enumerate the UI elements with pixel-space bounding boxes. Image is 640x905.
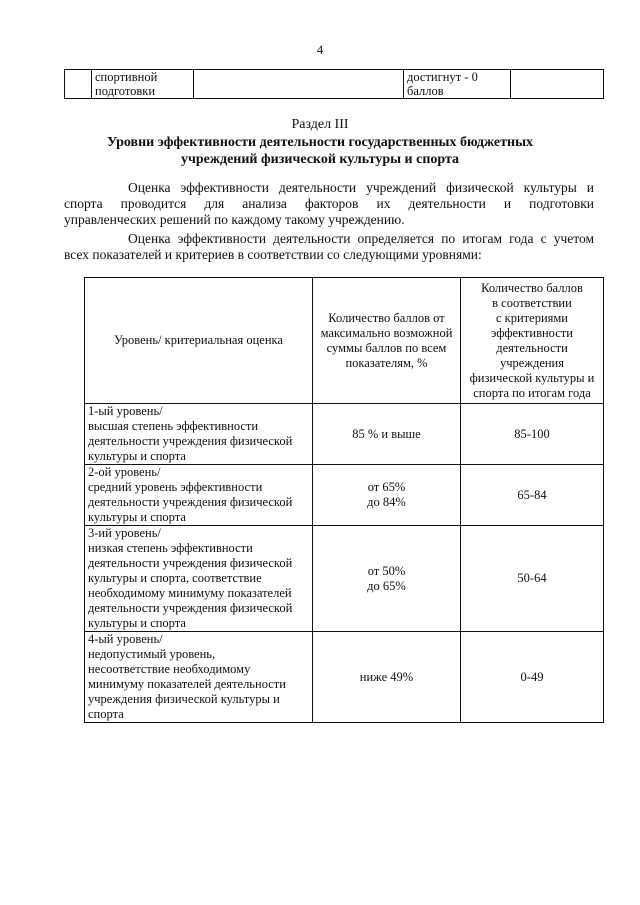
header-points <box>461 278 604 404</box>
points-cell: 0-49 <box>461 632 604 723</box>
level-text: деятельности учреждения физической <box>88 434 293 448</box>
level-text: культуры и спорта <box>88 449 186 463</box>
header-text: физической культуры и <box>469 370 595 385</box>
header-text: максимально возможной <box>320 325 453 340</box>
level-text: низкая степень эффективности <box>88 541 253 555</box>
percent-cell <box>313 632 461 723</box>
table-row <box>65 70 604 99</box>
paragraph-line: спорта проводится для анализа факторов их деятельности и подготовки <box>64 196 594 211</box>
level-text: 1-ый уровень/ <box>88 404 163 418</box>
level-cell <box>85 632 313 723</box>
level-text: несоответствие необходимому <box>88 662 251 676</box>
level-text: необходимому минимуму показателей <box>88 586 292 600</box>
percent-text: от 65% <box>367 480 406 494</box>
level-text: культуры и спорта <box>88 510 186 524</box>
paragraph-line: управленческих решений по каждому такому учреждению. <box>64 212 405 227</box>
header-text: спорта по итогам года <box>473 385 591 400</box>
table-row <box>85 526 604 632</box>
level-text: деятельности учреждения физической <box>88 495 293 509</box>
percent-text: до 65% <box>367 578 406 593</box>
level-text: культуры и спорта, соответствие <box>88 571 262 585</box>
level-text: недопустимый уровень, <box>88 647 216 661</box>
level-text: деятельности учреждения физической <box>88 601 293 615</box>
percent-text: ниже 49% <box>359 669 414 684</box>
percent-text: 85 % и выше <box>352 426 421 441</box>
header-text: учреждения <box>499 355 564 370</box>
fragment-text: достигнут - 0 <box>407 70 478 84</box>
percent-text: от 50% <box>367 563 406 578</box>
header-text: суммы баллов по всем <box>326 340 447 355</box>
percent-cell <box>313 465 461 526</box>
percent-cell <box>313 404 461 465</box>
level-text: 3-ий уровень/ <box>88 526 161 540</box>
level-cell <box>85 465 313 526</box>
table-cell <box>65 70 92 99</box>
level-text: деятельности учреждения физической <box>88 556 293 570</box>
table-cell <box>404 70 511 99</box>
percent-text: до 84% <box>367 495 406 509</box>
table-cell <box>194 70 404 99</box>
header-percent <box>313 278 461 404</box>
paragraph-line: всех показателей и критериев в соответствии со следующими уровнями: <box>64 247 482 262</box>
level-cell <box>85 526 313 632</box>
table-cell <box>511 70 604 99</box>
points-cell: 65-84 <box>461 465 604 526</box>
level-text: 2-ой уровень/ <box>88 465 161 479</box>
page-number: 4 <box>316 42 324 57</box>
level-cell <box>85 404 313 465</box>
levels-table <box>84 277 604 723</box>
paragraph <box>64 180 594 228</box>
points-cell: 85-100 <box>461 404 604 465</box>
header-text: с критериями <box>496 310 568 325</box>
table-row <box>85 404 604 465</box>
percent-cell <box>313 526 461 632</box>
header-text: Количество баллов <box>481 280 583 295</box>
header-text: деятельности <box>496 340 568 355</box>
fragment-text: подготовки <box>95 84 156 98</box>
points-cell: 50-64 <box>461 526 604 632</box>
table-row <box>85 632 604 723</box>
section-title <box>0 134 640 168</box>
header-level: Уровень/ критериальная оценка <box>85 278 313 404</box>
table-row <box>85 465 604 526</box>
level-text: минимуму показателей деятельности <box>88 677 286 691</box>
fragment-text: спортивной <box>95 70 158 84</box>
fragment-table <box>64 69 604 99</box>
paragraph-line: Оценка эффективности деятельности определяется по итогам года с учетом <box>128 231 594 246</box>
level-text: спорта <box>88 707 124 721</box>
header-text: Количество баллов от <box>328 310 445 325</box>
table-header-row <box>85 278 604 404</box>
table-cell <box>92 70 194 99</box>
level-text: 4-ый уровень/ <box>88 632 163 646</box>
section-title-line: учреждений физической культуры и спорта <box>180 152 460 167</box>
header-text: эффективности <box>491 325 573 340</box>
level-text: средний уровень эффективности <box>88 480 263 494</box>
paragraph-line: Оценка эффективности деятельности учреждений физической культуры и <box>128 180 594 195</box>
fragment-text: баллов <box>407 84 444 98</box>
level-text: учреждения физической культуры и <box>88 692 280 706</box>
level-text: высшая степень эффективности <box>88 419 259 433</box>
section-label: Раздел III <box>291 117 349 132</box>
header-text: показателям, % <box>345 355 428 370</box>
level-text: культуры и спорта <box>88 616 186 630</box>
section-title-line: Уровни эффективности деятельности государственных бюджетных <box>106 135 534 150</box>
paragraph <box>64 231 594 263</box>
header-text: в соответствии <box>492 295 572 310</box>
